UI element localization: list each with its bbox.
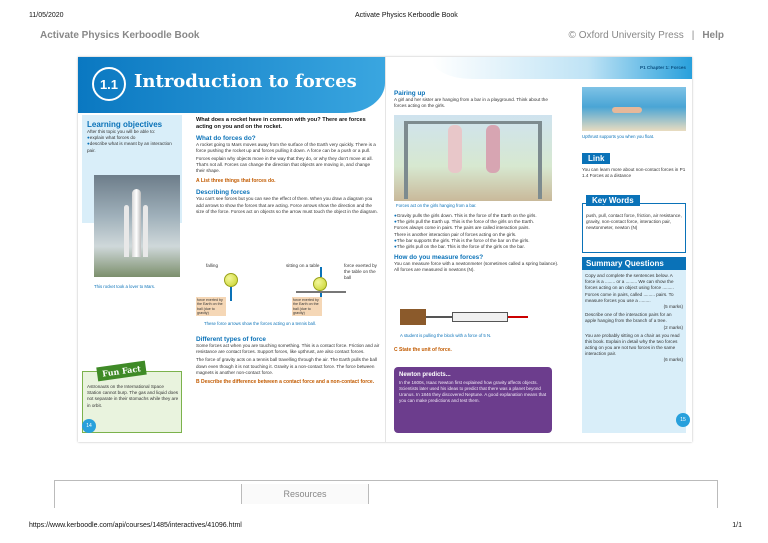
summary-q3-marks: (6 marks) <box>663 357 683 363</box>
task-c: C State the unit of force. <box>394 347 452 353</box>
key-words-heading: Key Words <box>586 195 640 206</box>
link-text[interactable]: You can learn more about non-contact forces in P1 1.4 Forces at a distance <box>582 167 686 179</box>
right-main-column <box>394 213 560 274</box>
task-a: A List three things that forces do. <box>196 178 276 185</box>
heading-measure-forces: How do you measure forces? <box>394 254 484 262</box>
floating-person <box>612 107 642 113</box>
force-diagram <box>196 263 380 317</box>
chapter-label: P1 Chapter 1: Forces <box>640 65 686 70</box>
diagram-box-1: force exerted by the Earth on the ball (due to gravity) <box>196 297 226 316</box>
heading-pairing-up: Pairing up <box>394 90 426 97</box>
task-b: B Describe the difference between a contact force and a non-contact force. <box>196 378 375 385</box>
bar-pole-right <box>538 121 542 199</box>
right-para-3: There is another interaction pair of forces acting on the girls. <box>394 231 517 237</box>
tab-separator <box>54 480 55 508</box>
lo-item: ● explain what forces do <box>87 135 177 141</box>
kids-caption: Forces act on the girls hanging from a bar. <box>396 203 477 208</box>
link-heading: Link <box>582 153 610 164</box>
playground-bar <box>404 121 542 124</box>
pull-arrow <box>508 316 528 318</box>
diagram-label-falling: falling <box>206 263 219 268</box>
lo-intro: After this topic you will be able to: <box>87 129 156 134</box>
print-date: 11/05/2020 <box>29 12 64 19</box>
fun-fact-box <box>82 363 182 433</box>
left-main-column <box>196 117 380 215</box>
diagram-label-table: sitting on a table <box>286 263 320 268</box>
book-spread <box>78 57 692 442</box>
page-number-left: 14 <box>82 419 96 433</box>
floating-caption: Upthrust supports you when you float. <box>582 134 655 139</box>
newton-heading: Newton predicts... <box>399 372 451 378</box>
bar-pole-left <box>404 121 408 199</box>
lo-item: ● describe what is meant by an interaction pair. <box>87 141 177 153</box>
topic-banner <box>78 57 385 113</box>
fun-fact-badge: Fun Fact <box>96 361 146 382</box>
diagram-box-2: force exerted by the Earth on the ball (due to gravity) <box>292 297 322 316</box>
header-right <box>569 30 724 41</box>
gravity-arrow <box>230 287 232 301</box>
right-page <box>385 57 692 442</box>
key-words-text: push, pull, contact force, friction, air resistance, gravity, non-contact force, interaction pair, newtonmeter, newton (N) <box>586 213 682 231</box>
summary-q3: You are probably sitting on a chair as you read this book. Explain in detail why the two forces acting on you are not two forces in the same interaction pair. <box>585 332 680 357</box>
newton-text: In the 1600s, Isaac Newton first explained how gravity affects objects. Scientists later used his ideas to predict that there was a planet beyond Uranus. In 1846 they discovered Neptune. A good explanation means that you can make predictions and test them. <box>399 380 547 404</box>
summary-list <box>582 270 686 367</box>
page-number-right: 15 <box>676 413 690 427</box>
para-1: A rocket going to Mars moves away from the surface of the Earth very quickly. There is a force pushing the rocket up and forces pulling it down. A force can be a push or a pull. <box>196 141 376 153</box>
fun-fact-text: Astronauts on the International Space Station cannot burp. The gas and liquid does not separate in their stomachs while they are in orbit. <box>87 384 179 408</box>
para-3: You can't see forces but you can see the effect of them. When you draw a diagram you add arrows to show the forces that are acting. Force arrows show the direction and the size of the force. Forces act on objects so the arrow must touch the object in the diagram. <box>196 196 378 214</box>
para-4: Some forces act when you are touching something. This is a contact force. Friction and air resistance are contact forces. Support forces, like upthrust, are also contact forces. <box>196 343 380 355</box>
publisher-link[interactable]: © Oxford University Press <box>568 30 684 41</box>
heading-describing-forces: Describing forces <box>196 189 250 197</box>
summary-q2-marks: (2 marks) <box>663 324 683 330</box>
rocket-photo <box>94 175 180 277</box>
heading-types-of-force: Different types of force <box>196 336 266 343</box>
right-para-1: A girl and her sister are hanging from a bar in a playground. Think about the forces acting on the girls. <box>394 97 548 109</box>
right-para-2: Forces always come in pairs. The pairs are called interaction pairs. <box>394 225 530 231</box>
tennis-ball-table <box>313 277 327 291</box>
heading-what-do-forces-do: What do forces do? <box>196 134 256 142</box>
summary-heading: Summary Questions <box>582 257 686 270</box>
print-page-count: 1/1 <box>732 522 742 529</box>
interaction-bullet: ● The girls pull the Earth up. This is the force of the girls on the Earth. <box>394 219 560 225</box>
tab-separator <box>717 480 718 508</box>
help-link[interactable]: Help <box>702 30 724 41</box>
topic-number: 1.1 <box>92 67 126 101</box>
print-doc-title: Activate Physics Kerboodle Book <box>355 12 458 19</box>
girl-2 <box>486 125 500 173</box>
right-intro <box>394 87 556 109</box>
interaction-bullet: ● The bar supports the girls. This is the force of the bar on the girls. <box>394 238 560 244</box>
newtonmeter-caption: A student is pulling the block with a force of 5 N. <box>400 333 492 338</box>
summary-q1: Copy and complete the sentences below. A force is a ........ or a ......... We can show the forces acting on an object using force ......... Forces come in pairs, called ......... pairs. To measure forces you use a ......... <box>585 273 674 303</box>
right-para-4: You can measure force with a newtonmeter (sometimes called a spring balance). All forces are measured in newtons (N). <box>394 261 559 273</box>
diagram-label-table-force: force exerted by the table on the ball <box>344 263 377 281</box>
resources-tab[interactable]: Resources <box>241 484 369 504</box>
support-arrow <box>320 267 322 277</box>
intro-question: What does a rocket have in common with you? There are forces acting on you and on the rocket. <box>196 117 366 131</box>
left-page <box>78 57 385 442</box>
bottom-tab-bar <box>54 480 718 508</box>
kids-photo <box>394 115 552 201</box>
summary-q1-marks: (5 marks) <box>663 303 683 309</box>
interaction-bullet: ● The girls pull on the bar. This is the force of the girls on the bar. <box>394 244 560 250</box>
app-title: Activate Physics Kerboodle Book <box>40 30 200 41</box>
header-separator: | <box>691 30 695 41</box>
interaction-bullet: ● Gravity pulls the girls down. This is the force of the Earth on the girls. <box>394 213 560 219</box>
floating-photo <box>582 87 686 131</box>
newtonmeter <box>452 312 508 322</box>
string <box>426 316 452 318</box>
summary-questions <box>582 257 686 433</box>
diagram-caption: These force arrows show the forces acting on a tennis ball. <box>204 321 317 326</box>
booster-right <box>143 205 148 257</box>
summary-q2: Describe one of the interaction pairs for an apple hanging from the branch of a tree. <box>585 312 672 324</box>
girl-1 <box>448 125 462 173</box>
lo-title: Learning objectives <box>87 120 163 129</box>
para-5: The force of gravity acts on a tennis ball travelling through the air. The Earth pulls the ball down even though it is not touching it. Gravity is a non-contact force. The force between magnets is another non-contact force. <box>196 357 377 375</box>
newton-predicts-box <box>394 367 552 433</box>
key-words-box <box>582 203 686 253</box>
newtonmeter-diagram <box>400 305 550 331</box>
print-url: https://www.kerboodle.com/api/courses/1485/interactives/41096.html <box>29 522 242 529</box>
topic-title: Introduction to forces <box>134 71 357 92</box>
wooden-block <box>400 309 426 325</box>
rocket-body <box>132 189 141 257</box>
booster-left <box>124 205 129 257</box>
rocket-caption: This rocket took a lover to Mars. <box>94 284 156 289</box>
tennis-ball-falling <box>224 273 238 287</box>
para-2: Forces explain why objects move in the way that they do, or why they don't move at all. That's not all. Forces can change the direction that objects are moving in, and change their shape. <box>196 155 373 174</box>
left-types-column <box>196 333 380 385</box>
